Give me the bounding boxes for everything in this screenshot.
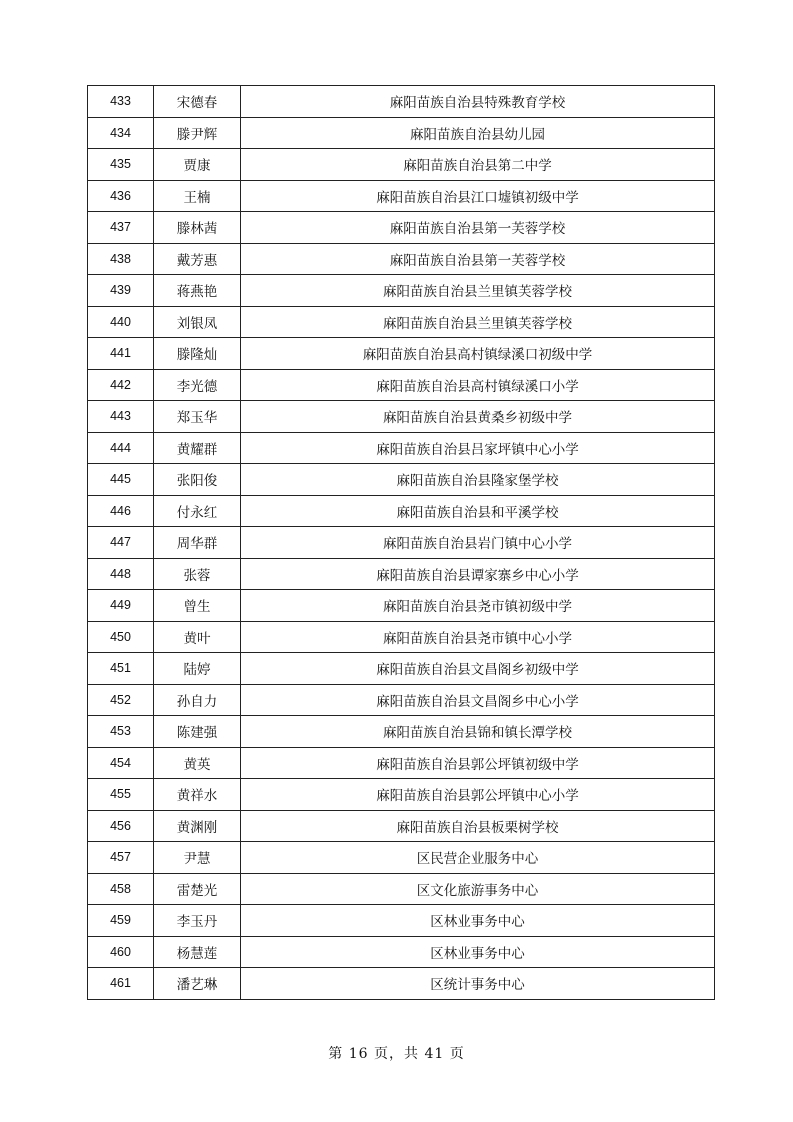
row-number-cell: 448 <box>88 558 154 590</box>
name-cell: 曾生 <box>154 590 241 622</box>
row-number-cell: 434 <box>88 117 154 149</box>
table-row <box>88 180 715 212</box>
unit-cell: 麻阳苗族自治县和平溪学校 <box>241 495 715 527</box>
table-row <box>88 684 715 716</box>
row-number-cell: 436 <box>88 180 154 212</box>
name-cell: 李光德 <box>154 369 241 401</box>
row-number-cell: 437 <box>88 212 154 244</box>
unit-cell: 区林业事务中心 <box>241 905 715 937</box>
name-cell: 刘银凤 <box>154 306 241 338</box>
name-cell: 尹慧 <box>154 842 241 874</box>
unit-cell: 麻阳苗族自治县文昌阁乡初级中学 <box>241 653 715 685</box>
row-number-cell: 451 <box>88 653 154 685</box>
name-cell: 陈建强 <box>154 716 241 748</box>
unit-cell: 麻阳苗族自治县高村镇绿溪口初级中学 <box>241 338 715 370</box>
name-cell: 蒋燕艳 <box>154 275 241 307</box>
row-number-cell: 435 <box>88 149 154 181</box>
table-row <box>88 779 715 811</box>
unit-cell: 麻阳苗族自治县板栗树学校 <box>241 810 715 842</box>
table-row <box>88 873 715 905</box>
row-number-cell: 433 <box>88 86 154 118</box>
unit-cell: 麻阳苗族自治县锦和镇长潭学校 <box>241 716 715 748</box>
table-row <box>88 149 715 181</box>
table-row <box>88 117 715 149</box>
table-row <box>88 212 715 244</box>
unit-cell: 区文化旅游事务中心 <box>241 873 715 905</box>
unit-cell: 麻阳苗族自治县特殊教育学校 <box>241 86 715 118</box>
name-cell: 滕隆灿 <box>154 338 241 370</box>
name-cell: 付永红 <box>154 495 241 527</box>
unit-cell: 麻阳苗族自治县黄桑乡初级中学 <box>241 401 715 433</box>
unit-cell: 麻阳苗族自治县郭公坪镇中心小学 <box>241 779 715 811</box>
name-cell: 宋德春 <box>154 86 241 118</box>
unit-cell: 麻阳苗族自治县幼儿园 <box>241 117 715 149</box>
unit-cell: 麻阳苗族自治县第一芙蓉学校 <box>241 243 715 275</box>
row-number-cell: 455 <box>88 779 154 811</box>
table-body <box>88 86 715 1000</box>
row-number-cell: 457 <box>88 842 154 874</box>
table-row <box>88 464 715 496</box>
row-number-cell: 450 <box>88 621 154 653</box>
unit-cell: 麻阳苗族自治县岩门镇中心小学 <box>241 527 715 559</box>
row-number-cell: 441 <box>88 338 154 370</box>
name-cell: 潘艺琳 <box>154 968 241 1000</box>
name-cell: 滕林茜 <box>154 212 241 244</box>
name-cell: 张阳俊 <box>154 464 241 496</box>
unit-cell: 区林业事务中心 <box>241 936 715 968</box>
name-cell: 周华群 <box>154 527 241 559</box>
name-cell: 陆婷 <box>154 653 241 685</box>
table-row <box>88 747 715 779</box>
unit-cell: 麻阳苗族自治县尧市镇中心小学 <box>241 621 715 653</box>
row-number-cell: 454 <box>88 747 154 779</box>
row-number-cell: 452 <box>88 684 154 716</box>
table-row <box>88 306 715 338</box>
unit-cell: 区民营企业服务中心 <box>241 842 715 874</box>
row-number-cell: 447 <box>88 527 154 559</box>
unit-cell: 麻阳苗族自治县文昌阁乡中心小学 <box>241 684 715 716</box>
name-cell: 张蓉 <box>154 558 241 590</box>
table-row <box>88 338 715 370</box>
row-number-cell: 461 <box>88 968 154 1000</box>
name-cell: 黄祥水 <box>154 779 241 811</box>
table-row <box>88 936 715 968</box>
table-row <box>88 86 715 118</box>
row-number-cell: 444 <box>88 432 154 464</box>
table-row <box>88 401 715 433</box>
name-cell: 贾康 <box>154 149 241 181</box>
name-cell: 黄耀群 <box>154 432 241 464</box>
page-number: 第 16 页，共 41 页 <box>328 1046 465 1062</box>
row-number-cell: 445 <box>88 464 154 496</box>
name-cell: 王楠 <box>154 180 241 212</box>
table-row <box>88 369 715 401</box>
table-row <box>88 968 715 1000</box>
unit-cell: 麻阳苗族自治县尧市镇初级中学 <box>241 590 715 622</box>
table-row <box>88 621 715 653</box>
table-row <box>88 810 715 842</box>
table-row <box>88 558 715 590</box>
table-row <box>88 842 715 874</box>
unit-cell: 麻阳苗族自治县兰里镇芙蓉学校 <box>241 306 715 338</box>
row-number-cell: 449 <box>88 590 154 622</box>
unit-cell: 麻阳苗族自治县谭家寨乡中心小学 <box>241 558 715 590</box>
row-number-cell: 446 <box>88 495 154 527</box>
name-cell: 戴芳惠 <box>154 243 241 275</box>
name-cell: 黄英 <box>154 747 241 779</box>
row-number-cell: 453 <box>88 716 154 748</box>
name-cell: 杨慧莲 <box>154 936 241 968</box>
row-number-cell: 458 <box>88 873 154 905</box>
name-cell: 滕尹辉 <box>154 117 241 149</box>
name-cell: 孙自力 <box>154 684 241 716</box>
table-row <box>88 275 715 307</box>
unit-cell: 麻阳苗族自治县吕家坪镇中心小学 <box>241 432 715 464</box>
unit-cell: 麻阳苗族自治县郭公坪镇初级中学 <box>241 747 715 779</box>
unit-cell: 区统计事务中心 <box>241 968 715 1000</box>
unit-cell: 麻阳苗族自治县高村镇绿溪口小学 <box>241 369 715 401</box>
table-row <box>88 432 715 464</box>
unit-cell: 麻阳苗族自治县隆家堡学校 <box>241 464 715 496</box>
row-number-cell: 456 <box>88 810 154 842</box>
personnel-table <box>87 85 715 1000</box>
name-cell: 黄叶 <box>154 621 241 653</box>
unit-cell: 麻阳苗族自治县第一芙蓉学校 <box>241 212 715 244</box>
table-row <box>88 495 715 527</box>
name-cell: 黄渊刚 <box>154 810 241 842</box>
unit-cell: 麻阳苗族自治县江口墟镇初级中学 <box>241 180 715 212</box>
table-row <box>88 527 715 559</box>
name-cell: 雷楚光 <box>154 873 241 905</box>
name-cell: 郑玉华 <box>154 401 241 433</box>
row-number-cell: 460 <box>88 936 154 968</box>
row-number-cell: 459 <box>88 905 154 937</box>
row-number-cell: 443 <box>88 401 154 433</box>
table-row <box>88 716 715 748</box>
table-row <box>88 905 715 937</box>
name-cell: 李玉丹 <box>154 905 241 937</box>
row-number-cell: 438 <box>88 243 154 275</box>
row-number-cell: 442 <box>88 369 154 401</box>
table-row <box>88 243 715 275</box>
table-row <box>88 590 715 622</box>
row-number-cell: 440 <box>88 306 154 338</box>
table-row <box>88 653 715 685</box>
unit-cell: 麻阳苗族自治县兰里镇芙蓉学校 <box>241 275 715 307</box>
row-number-cell: 439 <box>88 275 154 307</box>
unit-cell: 麻阳苗族自治县第二中学 <box>241 149 715 181</box>
